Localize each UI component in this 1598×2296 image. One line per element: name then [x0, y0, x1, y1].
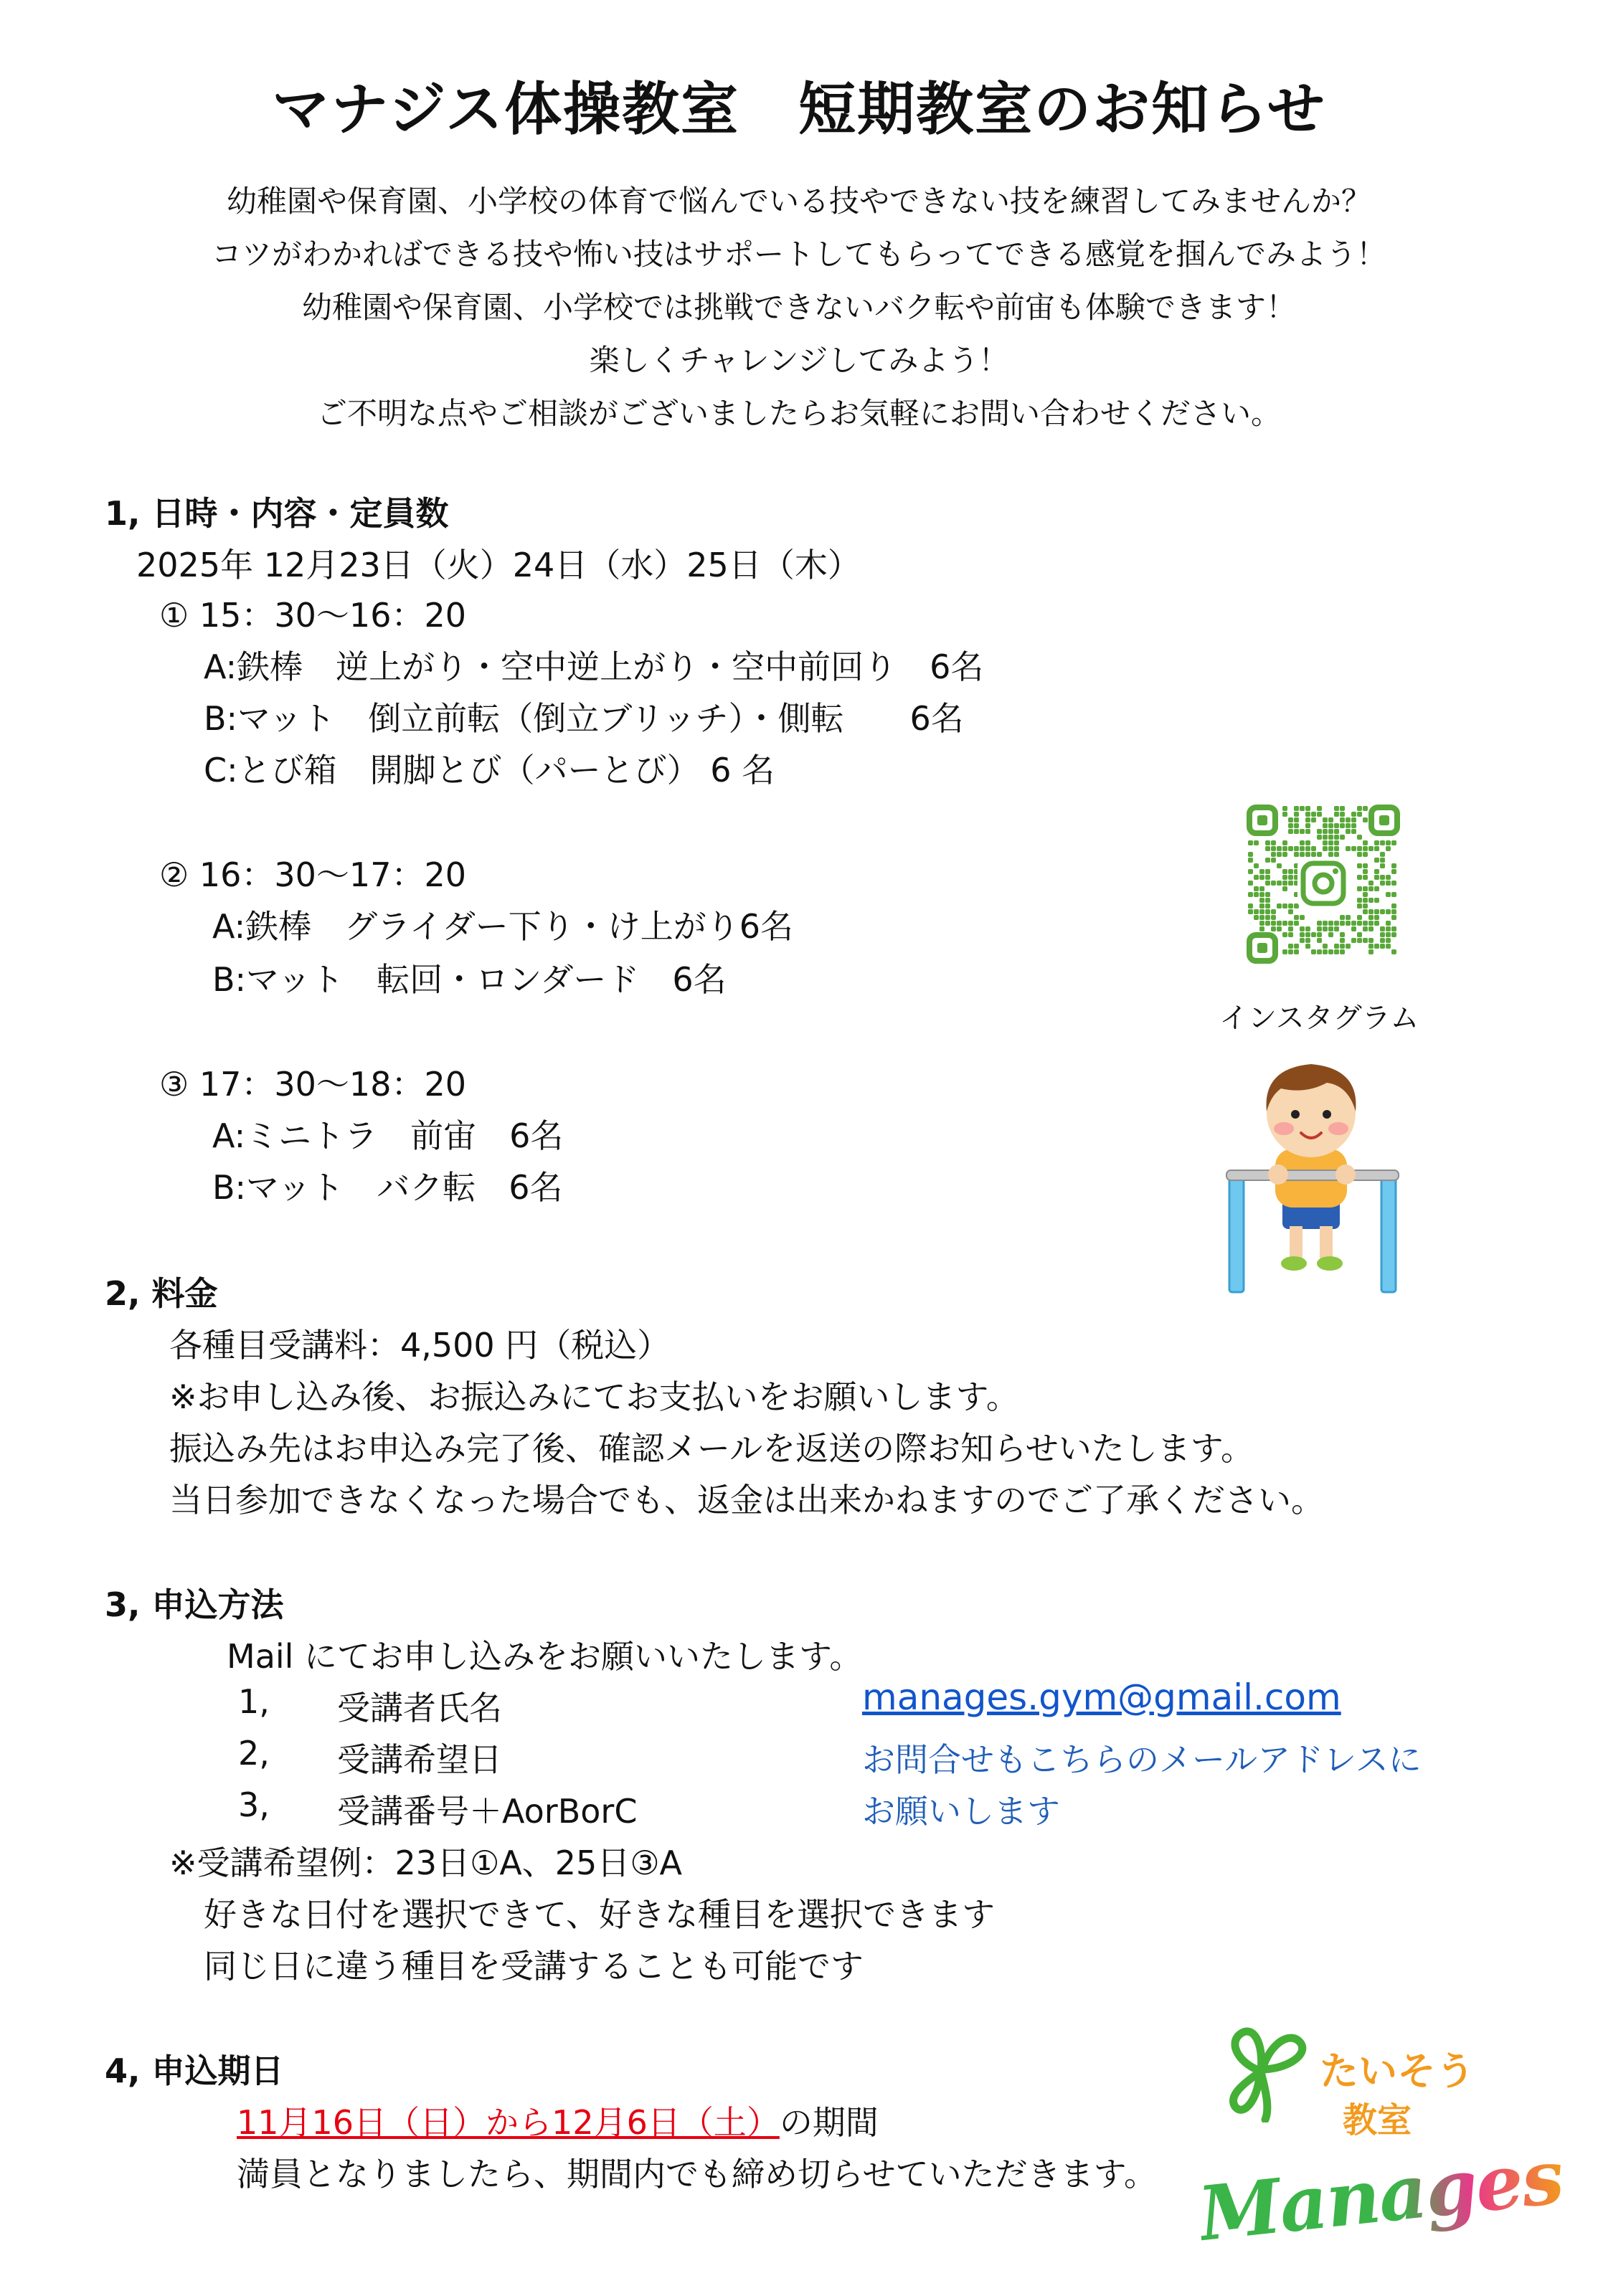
contact-note-2: お願いします [862, 1792, 1060, 1831]
slot3-item-b: B:マット バク転 6名 [212, 1168, 563, 1207]
manages-logo [1176, 2008, 1566, 2280]
contact-email-link[interactable]: manages.gym@gmail.com [862, 1676, 1341, 1718]
logo-brand-text: Manages [1193, 2132, 1566, 2259]
intro-line-5: ご不明な点やご相談がございましたらお気軽にお問い合わせください。 [316, 396, 1281, 431]
slot1-item-a: A:鉄棒 逆上がり・空中逆上がり・空中前回り 6名 [204, 647, 984, 686]
intro-line-1: 幼稚園や保育園、小学校の体育で悩んでいる技やできない技を練習してみませんか？ [226, 184, 1371, 219]
slot2-time: ② 16：30～17：20 [159, 855, 466, 894]
section1-heading: 1, 日時・内容・定員数 [105, 494, 449, 533]
slot2-item-b: B:マット 転回・ロンダード 6名 [212, 960, 727, 999]
apply-item-3-text: 受講番号＋AorBorC [337, 1792, 638, 1831]
contact-note-1: お問合せもこちらのメールアドレスに [862, 1740, 1422, 1779]
section1-dates: 2025年 12月23日（火）24日（水）25日（木） [136, 546, 861, 584]
clover-icon [1212, 2015, 1313, 2122]
deadline-line [237, 2097, 879, 2144]
apply-item-2-num: 2, [238, 1734, 270, 1773]
deadline-suffix: の期間 [779, 2103, 879, 2142]
section2-heading: 2, 料金 [105, 1274, 218, 1313]
fee-note-3: 当日参加できなくなった場合でも、返金は出来かねますのでご了承ください。 [169, 1481, 1324, 1519]
apply-intro: Mail にてお申し込みをお願いいたします。 [227, 1637, 863, 1676]
page-title: マナジス体操教室 短期教室のお知らせ [272, 76, 1326, 143]
apply-note-2: 同じ日に違う種目を受講することも可能です [204, 1947, 864, 1986]
logo-brand [1194, 2133, 1566, 2259]
deadline-note: 満員となりましたら、期間内でも締め切らせていただきます。 [237, 2155, 1157, 2193]
slot3-time: ③ 17：30～18：20 [159, 1065, 466, 1104]
apply-example: ※受講希望例：23日①A、25日③A [169, 1844, 683, 1882]
apply-note-1: 好きな日付を選択できて、好きな種目を選択できます [204, 1895, 996, 1934]
section3-heading: 3, 申込方法 [105, 1585, 284, 1624]
section4-heading: 4, 申込期日 [105, 2051, 284, 2090]
fee-note-2: 振込み先はお申込み完了後、確認メールを返送の際お知らせいたします。 [169, 1429, 1254, 1468]
qr-caption: インスタグラム [1219, 1002, 1419, 1035]
fee-line: 各種目受講料：4,500 円（税込） [169, 1326, 671, 1365]
intro-line-3: 幼稚園や保育園、小学校では挑戦できないバク転や前宙も体験できます！ [301, 290, 1296, 325]
apply-item-1-num: 1, [238, 1682, 270, 1721]
intro-line-4: 楽しくチャレンジしてみよう！ [589, 343, 1009, 378]
slot1-item-c: C:とび箱 開脚とび（パーとび） 6 名 [204, 751, 775, 789]
apply-item-2-text: 受講希望日 [337, 1740, 502, 1779]
logo-text-top: たいそう [1320, 2049, 1475, 2094]
qr-code-icon[interactable] [1244, 802, 1403, 967]
slot2-item-a: A:鉄棒 グライダー下り・け上がり6名 [212, 907, 794, 946]
apply-item-3-num: 3, [238, 1785, 270, 1824]
slot1-time: ① 15：30～16：20 [159, 596, 466, 635]
apply-item-1-text: 受講者氏名 [337, 1689, 502, 1727]
fee-note-1: ※お申し込み後、お振込みにてお支払いをお願いします。 [169, 1377, 1019, 1416]
deadline-period: 11月16日（日）から12月6日（土） [237, 2103, 780, 2142]
slot3-item-a: A:ミニトラ 前宙 6名 [212, 1116, 564, 1155]
boy-on-bar-illustration [1219, 1054, 1406, 1298]
intro-line-2: コツがわかればできる技や怖い技はサポートしてもらってできる感覚を掴んでみよう！ [211, 237, 1386, 272]
slot1-item-b: B:マット 倒立前転（倒立ブリッチ）・側転 6名 [204, 699, 964, 738]
logo-text-mid: 教室 [1343, 2100, 1412, 2140]
